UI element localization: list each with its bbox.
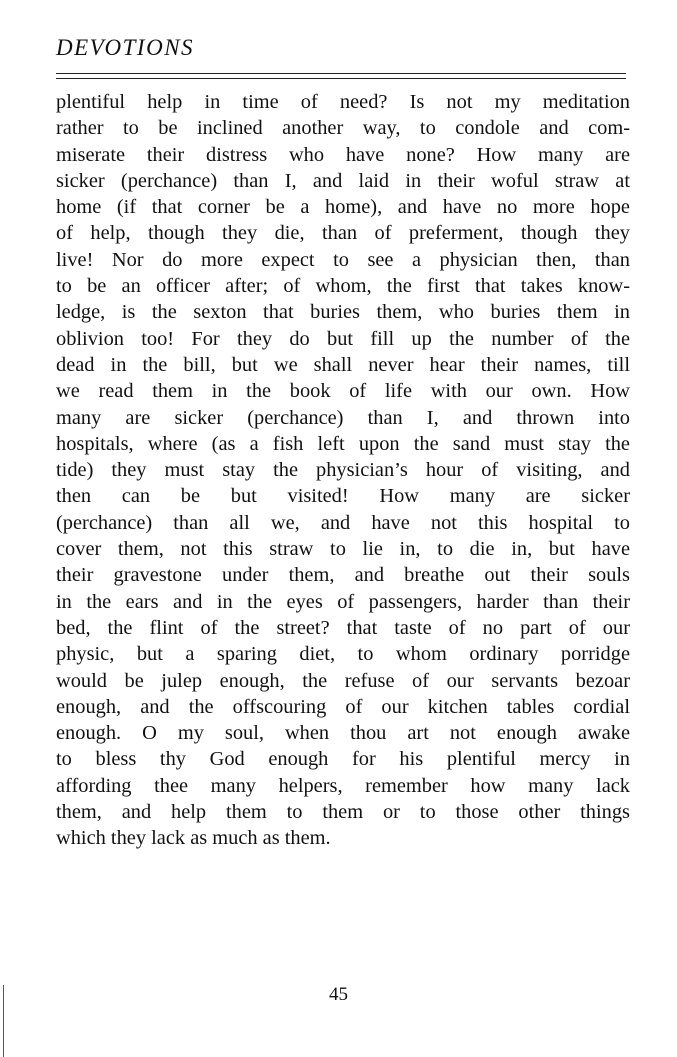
text-line: many are sicker (perchance) than I, and thrown into	[56, 406, 630, 429]
running-head: DEVOTIONS	[56, 35, 195, 60]
text-line: them, and help them to them or to those other things	[56, 801, 630, 824]
text-line: physic, but a sparing diet, to whom ordinary porridge	[56, 643, 630, 666]
text-line: of help, though they die, than of preferment, though they	[56, 222, 630, 245]
text-line: to bless thy God enough for his plentiful mercy in	[56, 748, 630, 771]
body-text	[56, 89, 630, 852]
text-line: rather to be inclined another way, to condole and com-	[56, 117, 630, 140]
text-line: oblivion too! For they do but fill up the number of the	[56, 327, 630, 350]
running-head-rule-top	[56, 73, 626, 74]
text-line: to be an officer after; of whom, the first that takes know-	[56, 275, 630, 298]
text-line: miserate their distress who have none? How many are	[56, 143, 630, 166]
text-line: which they lack as much as them.	[56, 827, 331, 850]
text-line: live! Nor do more expect to see a physician then, than	[56, 248, 630, 271]
text-line: we read them in the book of life with our own. How	[56, 380, 630, 403]
text-line: hospitals, where (as a fish left upon the sand must stay the	[56, 432, 630, 455]
text-line: enough, and the offscouring of our kitchen tables cordial	[56, 695, 630, 718]
page-number: 45	[329, 984, 348, 1005]
text-line: (perchance) than all we, and have not this hospital to	[56, 511, 630, 534]
text-line: dead in the bill, but we shall never hear their names, till	[56, 353, 630, 376]
scan-edge-line	[3, 985, 4, 1057]
text-line: in the ears and in the eyes of passengers, harder than their	[56, 590, 630, 613]
text-line: ledge, is the sexton that buries them, who buries them in	[56, 301, 630, 324]
text-line: their gravestone under them, and breathe out their souls	[56, 564, 630, 587]
running-head-rule-bottom	[56, 78, 626, 79]
text-line: bed, the flint of the street? that taste of no part of our	[56, 616, 630, 639]
text-line: affording thee many helpers, remember how many lack	[56, 774, 630, 797]
text-line: cover them, not this straw to lie in, to die in, but have	[56, 538, 630, 561]
text-line: tide) they must stay the physician’s hour of visiting, and	[56, 459, 630, 482]
text-line: enough. O my soul, when thou art not enough awake	[56, 722, 630, 745]
text-line: sicker (perchance) than I, and laid in their woful straw at	[56, 169, 630, 192]
text-line: would be julep enough, the refuse of our servants bezoar	[56, 669, 630, 692]
text-line: plentiful help in time of need? Is not my meditation	[56, 91, 630, 113]
text-line: home (if that corner be a home), and have no more hope	[56, 196, 630, 219]
text-line: then can be but visited! How many are sicker	[56, 485, 630, 508]
